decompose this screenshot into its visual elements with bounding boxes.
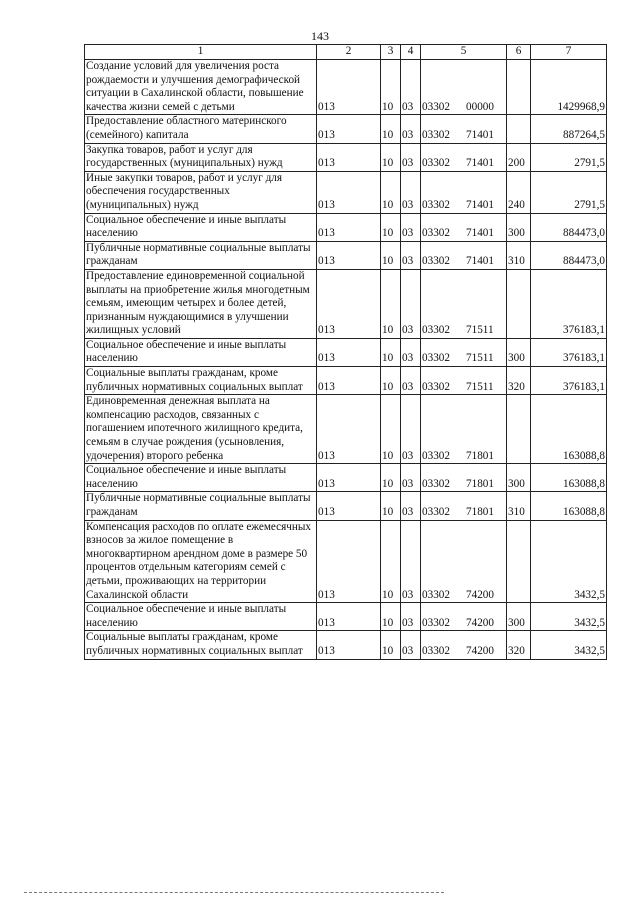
subsection-code-cell: 03 xyxy=(401,241,421,269)
header-col-4: 4 xyxy=(401,45,421,60)
budget-table xyxy=(84,44,607,660)
section-code-cell: 10 xyxy=(381,143,401,171)
table-header xyxy=(85,45,607,60)
subsection-code-cell: 03 xyxy=(401,269,421,338)
target-code-cell xyxy=(421,631,507,659)
program-code: 03302 xyxy=(422,477,450,490)
target-code-cell xyxy=(421,143,507,171)
item-code: 71401 xyxy=(466,157,494,170)
header-col-7: 7 xyxy=(531,45,607,60)
row-name-cell: Предоставление областного материнского (семейного) капитала xyxy=(85,115,317,143)
amount-cell: 376183,1 xyxy=(531,338,607,366)
subsection-code-cell: 03 xyxy=(401,171,421,213)
row-name-cell: Создание условий для увеличения роста рождаемости и улучшения демографической ситуации в Сахалинской области, повышение качества жизни семей с детьми xyxy=(85,60,317,115)
ministry-code-cell: 013 xyxy=(317,115,381,143)
item-code: 71401 xyxy=(466,128,494,141)
ministry-code-cell: 013 xyxy=(317,60,381,115)
program-code: 03302 xyxy=(422,616,450,629)
item-code: 71801 xyxy=(466,477,494,490)
target-code-cell xyxy=(421,115,507,143)
ministry-code-cell: 013 xyxy=(317,631,381,659)
ministry-code-cell: 013 xyxy=(317,367,381,395)
target-code-cell xyxy=(421,171,507,213)
program-code: 03302 xyxy=(422,644,450,657)
amount-cell: 1429968,9 xyxy=(531,60,607,115)
section-code-cell: 10 xyxy=(381,338,401,366)
program-code: 03302 xyxy=(422,449,450,462)
row-name-cell: Компенсация расходов по оплате ежемесячных взносов за жилое помещение в многоквартирном арендном доме в размере 50 процентов отдельным категориям семей с детьми, проживающих на территории Сахалинской области xyxy=(85,520,317,603)
subsection-code-cell: 03 xyxy=(401,492,421,520)
section-code-cell: 10 xyxy=(381,603,401,631)
amount-cell: 3432,5 xyxy=(531,631,607,659)
amount-cell: 2791,5 xyxy=(531,143,607,171)
amount-cell: 884473,0 xyxy=(531,213,607,241)
amount-cell: 3432,5 xyxy=(531,603,607,631)
table-row xyxy=(85,213,607,241)
item-code: 74200 xyxy=(466,644,494,657)
header-row xyxy=(85,45,607,60)
ministry-code-cell: 013 xyxy=(317,338,381,366)
target-code-cell xyxy=(421,395,507,464)
ministry-code-cell: 013 xyxy=(317,171,381,213)
row-name-cell: Закупка товаров, работ и услуг для государственных (муниципальных) нужд xyxy=(85,143,317,171)
target-code-cell xyxy=(421,367,507,395)
expense-type-cell: 320 xyxy=(507,367,531,395)
table-row xyxy=(85,241,607,269)
row-name-cell: Социальные выплаты гражданам, кроме публичных нормативных социальных выплат xyxy=(85,367,317,395)
item-code: 71401 xyxy=(466,198,494,211)
item-code: 74200 xyxy=(466,616,494,629)
program-code: 03302 xyxy=(422,100,450,113)
subsection-code-cell: 03 xyxy=(401,395,421,464)
subsection-code-cell: 03 xyxy=(401,213,421,241)
section-code-cell: 10 xyxy=(381,241,401,269)
expense-type-cell: 310 xyxy=(507,492,531,520)
item-code: 71401 xyxy=(466,227,494,240)
section-code-cell: 10 xyxy=(381,464,401,492)
program-code: 03302 xyxy=(422,255,450,268)
program-code: 03302 xyxy=(422,198,450,211)
program-code: 03302 xyxy=(422,324,450,337)
item-code: 71511 xyxy=(466,380,494,393)
table-row xyxy=(85,395,607,464)
header-col-2: 2 xyxy=(317,45,381,60)
subsection-code-cell: 03 xyxy=(401,603,421,631)
table-row xyxy=(85,603,607,631)
ministry-code-cell: 013 xyxy=(317,492,381,520)
target-code-cell xyxy=(421,520,507,603)
expense-type-cell: 300 xyxy=(507,603,531,631)
amount-cell: 163088,8 xyxy=(531,464,607,492)
row-name-cell: Социальное обеспечение и иные выплаты населению xyxy=(85,464,317,492)
ministry-code-cell: 013 xyxy=(317,269,381,338)
section-code-cell: 10 xyxy=(381,631,401,659)
row-name-cell: Социальное обеспечение и иные выплаты населению xyxy=(85,213,317,241)
section-code-cell: 10 xyxy=(381,395,401,464)
program-code: 03302 xyxy=(422,380,450,393)
row-name-cell: Социальное обеспечение и иные выплаты населению xyxy=(85,338,317,366)
row-name-cell: Социальные выплаты гражданам, кроме публичных нормативных социальных выплат xyxy=(85,631,317,659)
expense-type-cell xyxy=(507,395,531,464)
section-code-cell: 10 xyxy=(381,115,401,143)
table-row xyxy=(85,464,607,492)
subsection-code-cell: 03 xyxy=(401,367,421,395)
ministry-code-cell: 013 xyxy=(317,241,381,269)
subsection-code-cell: 03 xyxy=(401,60,421,115)
subsection-code-cell: 03 xyxy=(401,464,421,492)
item-code: 71511 xyxy=(466,324,494,337)
target-code-cell xyxy=(421,60,507,115)
subsection-code-cell: 03 xyxy=(401,338,421,366)
expense-type-cell: 200 xyxy=(507,143,531,171)
table-row xyxy=(85,338,607,366)
item-code: 71401 xyxy=(466,255,494,268)
amount-cell: 163088,8 xyxy=(531,492,607,520)
table-row xyxy=(85,115,607,143)
program-code: 03302 xyxy=(422,506,450,518)
program-code: 03302 xyxy=(422,128,450,141)
ministry-code-cell: 013 xyxy=(317,143,381,171)
target-code-cell xyxy=(421,603,507,631)
table-row xyxy=(85,492,607,520)
program-code: 03302 xyxy=(422,352,450,365)
table-row xyxy=(85,60,607,115)
amount-cell: 163088,8 xyxy=(531,395,607,464)
page-number: 143 xyxy=(311,29,329,43)
expense-type-cell: 320 xyxy=(507,631,531,659)
expense-type-cell xyxy=(507,269,531,338)
section-code-cell: 10 xyxy=(381,367,401,395)
table-row xyxy=(85,269,607,338)
expense-type-cell: 300 xyxy=(507,213,531,241)
row-name-cell: Единовременная денежная выплата на компенсацию расходов, связанных с погашением ипотечного жилищного кредита, семьям в случае рождения (усыновления, удочерения) второго ребенка xyxy=(85,395,317,464)
header-col-3: 3 xyxy=(381,45,401,60)
row-name-cell: Иные закупки товаров, работ и услуг для обеспечения государственных (муниципальных) нужд xyxy=(85,171,317,213)
expense-type-cell xyxy=(507,520,531,603)
subsection-code-cell: 03 xyxy=(401,631,421,659)
expense-type-cell: 240 xyxy=(507,171,531,213)
section-code-cell: 10 xyxy=(381,60,401,115)
item-code: 00000 xyxy=(466,100,494,113)
section-code-cell: 10 xyxy=(381,171,401,213)
table-row xyxy=(85,367,607,395)
section-code-cell: 10 xyxy=(381,213,401,241)
expense-type-cell: 310 xyxy=(507,241,531,269)
header-col-5: 5 xyxy=(421,45,507,60)
item-code: 71801 xyxy=(466,449,494,462)
subsection-code-cell: 03 xyxy=(401,520,421,603)
table-row xyxy=(85,631,607,659)
section-code-cell: 10 xyxy=(381,492,401,520)
ministry-code-cell: 013 xyxy=(317,603,381,631)
page-bottom-rule xyxy=(24,892,444,893)
table-body xyxy=(85,60,607,660)
amount-cell: 376183,1 xyxy=(531,367,607,395)
amount-cell: 3432,5 xyxy=(531,520,607,603)
target-code-cell xyxy=(421,338,507,366)
target-code-cell xyxy=(421,213,507,241)
item-code: 71801 xyxy=(466,506,494,518)
target-code-cell xyxy=(421,269,507,338)
amount-cell: 376183,1 xyxy=(531,269,607,338)
ministry-code-cell: 013 xyxy=(317,213,381,241)
ministry-code-cell: 013 xyxy=(317,395,381,464)
item-code: 74200 xyxy=(466,588,494,601)
table-row xyxy=(85,171,607,213)
item-code: 71511 xyxy=(466,352,494,365)
expense-type-cell xyxy=(507,60,531,115)
header-col-1: 1 xyxy=(85,45,317,60)
section-code-cell: 10 xyxy=(381,269,401,338)
program-code: 03302 xyxy=(422,227,450,240)
target-code-cell xyxy=(421,492,507,520)
table-row xyxy=(85,520,607,603)
header-col-6: 6 xyxy=(507,45,531,60)
row-name-cell: Публичные нормативные социальные выплаты гражданам xyxy=(85,241,317,269)
row-name-cell: Предоставление единовременной социальной выплаты на приобретение жилья многодетным семьям, имеющим четырех и более детей, признанным нуждающимися в улучшении жилищных условий xyxy=(85,269,317,338)
amount-cell: 2791,5 xyxy=(531,171,607,213)
row-name-cell: Публичные нормативные социальные выплаты гражданам xyxy=(85,492,317,520)
row-name-cell: Социальное обеспечение и иные выплаты населению xyxy=(85,603,317,631)
program-code: 03302 xyxy=(422,157,450,170)
target-code-cell xyxy=(421,464,507,492)
table-row xyxy=(85,143,607,171)
amount-cell: 887264,5 xyxy=(531,115,607,143)
expense-type-cell: 300 xyxy=(507,464,531,492)
expense-type-cell xyxy=(507,115,531,143)
ministry-code-cell: 013 xyxy=(317,464,381,492)
subsection-code-cell: 03 xyxy=(401,143,421,171)
section-code-cell: 10 xyxy=(381,520,401,603)
target-code-cell xyxy=(421,241,507,269)
subsection-code-cell: 03 xyxy=(401,115,421,143)
program-code: 03302 xyxy=(422,588,450,601)
ministry-code-cell: 013 xyxy=(317,520,381,603)
amount-cell: 884473,0 xyxy=(531,241,607,269)
expense-type-cell: 300 xyxy=(507,338,531,366)
